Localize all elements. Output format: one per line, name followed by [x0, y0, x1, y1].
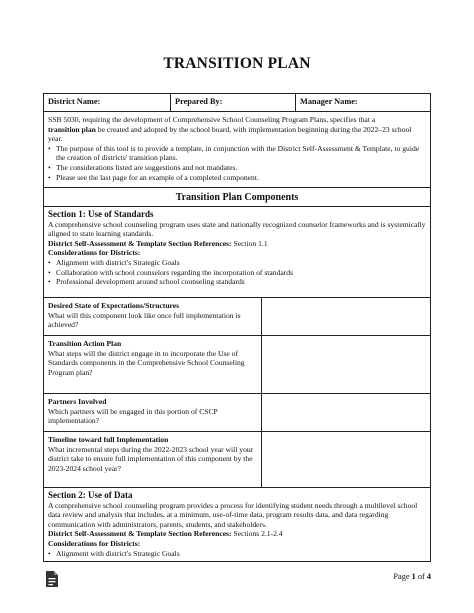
question-row [44, 432, 430, 488]
question-timeline: Timeline toward full Implementation What incremental steps during the 2022-2023 school year will your district take to ensure full implementation of this component by the 2023-2024 school year? [44, 432, 262, 487]
question-row [44, 298, 430, 336]
section-2-reference: District Self-Assessment & Template Section References: Sections 2.1-2.4 [48, 529, 283, 539]
answer-timeline[interactable] [262, 432, 430, 487]
list-item: • The purpose of this tool is to provide a template, in conjunction with the District Self-Assessment & Template, to guide the creation of districts' transition plans. [48, 144, 426, 163]
prepared-by-label: Prepared By: [175, 97, 223, 106]
section-1-reference: District Self-Assessment & Template Section References: Section 1.1 [48, 238, 268, 248]
question-row [44, 336, 430, 394]
list-item: • Collaboration with school counselors regarding the incorporation of standards [48, 268, 426, 278]
intro-paragraph: SSB 5030, requiring the development of Comprehensive School Counseling Program Plans, specifies that a transition plan be created and adopted by the school board, with implementation beginning during the 2022–23 school year. [48, 115, 412, 144]
section-1-bullets [48, 258, 426, 287]
page-number: Page 1 of 4 [393, 572, 431, 581]
section-2-body: A comprehensive school counseling program provides a process for identifying student needs through a multilevel school data review and analysis that includes, at a minimum, use-of-time data, program results data, and data regarding communication with administrators, parents, students, and stakeholders. [48, 500, 418, 529]
transition-plan-form [43, 93, 431, 562]
section-2-bullets [48, 549, 426, 559]
question-desired-state: Desired State of Expectations/Structures What will this component look like once full implementation is achieved? [44, 298, 262, 335]
manager-name-label: Manager Name: [300, 97, 358, 106]
intro-block [44, 112, 430, 188]
section-1-title: Section 1: Use of Standards [48, 209, 154, 219]
question-partners: Partners Involved Which partners will be engaged in this portion of CSCP implementation? [44, 394, 262, 431]
section-2-title: Section 2: Use of Data [48, 490, 133, 500]
question-action-plan: Transition Action Plan What steps will the district engage in to incorporate the Use of Standards components in the Comprehensive School Counseling Program plan? [44, 336, 262, 393]
district-name-field[interactable] [44, 94, 171, 111]
section-1-body: A comprehensive school counseling program uses state and nationally recognized counselor frameworks and is systemically aligned to state learning standards. [48, 219, 426, 239]
prepared-by-field[interactable] [171, 94, 296, 111]
section-1-block [44, 207, 430, 298]
header-row [44, 94, 430, 112]
list-item: • Alignment with district's Strategic Goals [48, 258, 426, 268]
list-item: • Alignment with district's Strategic Goals [48, 549, 426, 559]
list-item: • The considerations listed are suggestions and not mandates. [48, 163, 426, 173]
intro-bullets [48, 144, 426, 182]
manager-name-field[interactable] [296, 94, 430, 111]
answer-action-plan[interactable] [262, 336, 430, 393]
answer-partners[interactable] [262, 394, 430, 431]
list-item: • Please see the last page for an example of a completed component. [48, 173, 426, 183]
answer-desired-state[interactable] [262, 298, 430, 335]
section-2-block [44, 488, 430, 561]
district-name-label: District Name: [48, 97, 101, 106]
components-heading: Transition Plan Components [44, 188, 430, 207]
list-item: • Professional development around school counseling standards [48, 277, 426, 287]
section-2-considerations: Considerations for Districts: [48, 538, 141, 548]
document-logo-icon [45, 570, 59, 588]
section-1-considerations: Considerations for Districts: [48, 248, 141, 258]
page-title: TRANSITION PLAN [163, 55, 311, 72]
question-row [44, 394, 430, 432]
